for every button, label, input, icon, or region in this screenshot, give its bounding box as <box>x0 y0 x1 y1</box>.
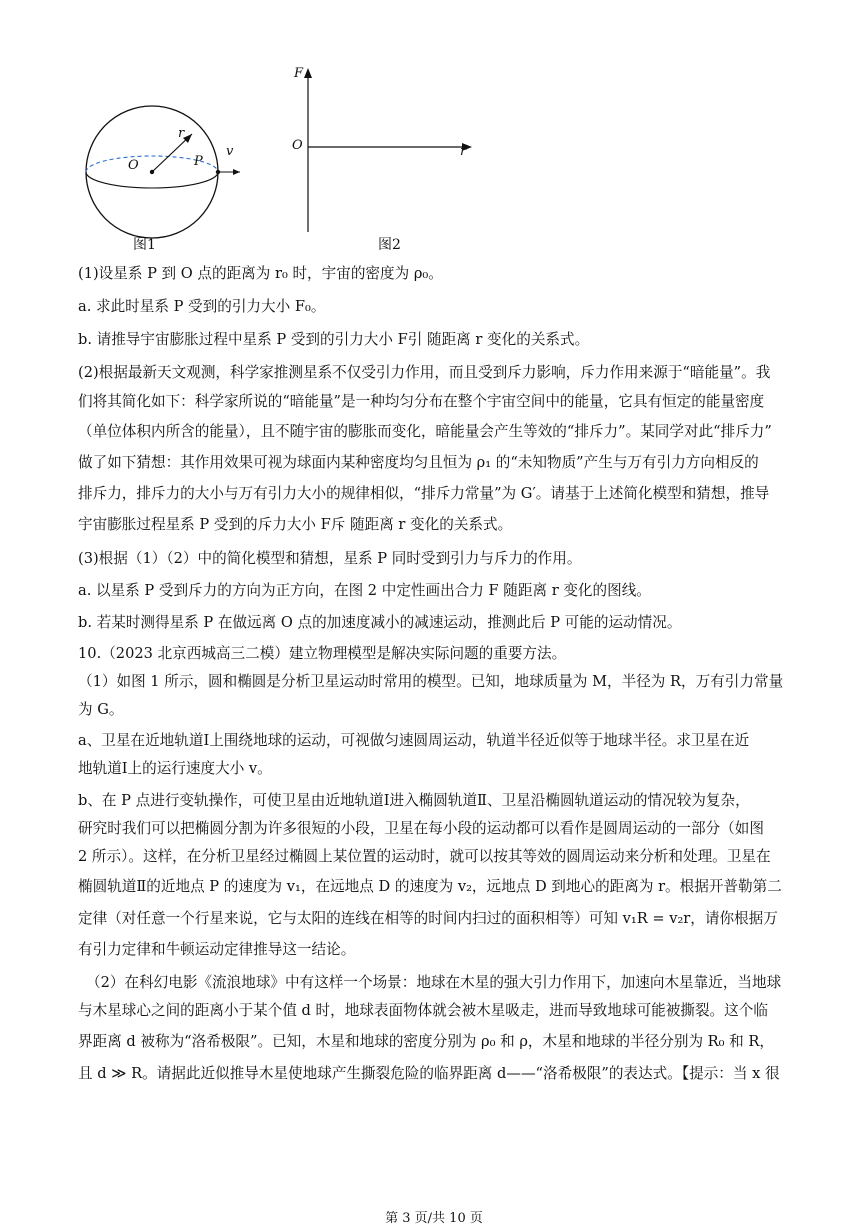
text-line: 做了如下猜想：其作用效果可视为球面内某种密度均匀且恒为 ρ₁ 的“未知物质”产生与万有引力方向相反的 <box>78 454 759 471</box>
text-line: (3)根据（1）（2）中的简化模型和猜想，星系 P 同时受到引力与斥力的作用。 <box>78 550 582 567</box>
page-footer: 第 3 页/共 10 页 <box>385 1211 483 1226</box>
text-line: (1)设星系 P 到 O 点的距离为 r₀ 时，宇宙的密度为 ρ₀。 <box>78 265 443 282</box>
text-line: 为 G。 <box>78 701 124 718</box>
text-line: 宇宙膨胀过程星系 P 受到的斥力大小 F斥 随距离 r 变化的关系式。 <box>78 516 513 533</box>
text-line: 界距离 d 被称为“洛希极限”。已知，木星和地球的密度分别为 ρ₀ 和 ρ，木星和地球的半径分别为 R₀ 和 R， <box>78 1033 774 1050</box>
fig1-label-r: r <box>178 126 185 141</box>
question-heading: 10.（2023 北京西城高三二模）建立物理模型是解决实际问题的重要方法。 <box>78 645 567 662</box>
text-line: 椭圆轨道Ⅱ的近地点 P 的速度为 v₁，在远地点 D 的速度为 v₂，远地点 D 到地心的距离为 r。根据开普勒第二 <box>78 878 782 895</box>
text-line: b. 若某时测得星系 P 在做远离 O 点的加速度减小的减速运动，推测此后 P 可能的运动情况。 <box>78 614 682 631</box>
text-line: （单位体积内所含的能量），且不随宇宙的膨胀而变化，暗能量会产生等效的“排斥力”。某同学对此“排斥力” <box>78 423 772 440</box>
text-line: a. 以星系 P 受到斥力的方向为正方向，在图 2 中定性画出合力 F 随距离 r 变化的图线。 <box>78 582 651 599</box>
text-line: 定律（对任意一个行星来说，它与太阳的连线在相等的时间内扫过的面积相等）可知 v₁R = v₂r，请你根据万 <box>78 910 778 927</box>
text-line: 2 所示）。这样，在分析卫星经过椭圆上某位置的运动时，就可以按其等效的圆周运动来分析和处理。卫星在 <box>78 848 771 865</box>
text-line: （2）在科幻电影《流浪地球》中有这样一个场景：地球在木星的强大引力作用下，加速向木星靠近，当地球 <box>86 974 782 991</box>
text-line: b. 请推导宇宙膨胀过程中星系 P 受到的引力大小 F引 随距离 r 变化的关系式。 <box>78 331 590 348</box>
text-line: (2)根据最新天文观测，科学家推测星系不仅受引力作用，而且受到斥力影响，斥力作用来源于“暗能量”。我 <box>78 364 771 381</box>
fig1-label-p: P <box>194 154 203 169</box>
text-line: a、卫星在近地轨道Ⅰ上围绕地球的运动，可视做匀速圆周运动，轨道半径近似等于地球半径。求卫星在近 <box>78 732 750 749</box>
text-line: 地轨道Ⅰ上的运行速度大小 v。 <box>78 760 272 777</box>
text-line: a. 求此时星系 P 受到的引力大小 F₀。 <box>78 298 326 315</box>
text-line: b、在 P 点进行变轨操作，可使卫星由近地轨道Ⅰ进入椭圆轨道Ⅱ、卫星沿椭圆轨道运动的情况较为复杂， <box>78 792 750 809</box>
figure-1-sphere <box>78 94 248 264</box>
fig1-label-v: v <box>226 144 234 159</box>
fig2-label-r: r <box>460 144 467 159</box>
text-line: 与木星球心之间的距离小于某个值 d 时，地球表面物体就会被木星吸走，进而导致地球可能被撕裂。这个临 <box>78 1002 768 1019</box>
text-line: 研究时我们可以把椭圆分割为许多很短的小段，卫星在每小段的运动都可以看作是圆周运动的一部分（如图 <box>78 820 764 837</box>
figure-1-caption: 图1 <box>133 237 156 253</box>
figure-2-caption: 图2 <box>378 237 401 253</box>
fig1-label-o: O <box>128 158 139 173</box>
text-line: 们将其简化如下：科学家所说的“暗能量”是一种均匀分布在整个宇宙空间中的能量，它具有恒定的能量密度 <box>78 393 765 410</box>
text-line: （1）如图 1 所示，圆和椭圆是分析卫星运动时常用的模型。已知，地球质量为 M，半径为 R，万有引力常量 <box>78 673 784 690</box>
fig2-label-o: O <box>292 138 303 153</box>
text-line: 且 d ≫ R。请据此近似推导木星使地球产生撕裂危险的临界距离 d——“洛希极限”的表达式。【提示：当 x 很 <box>78 1065 780 1082</box>
text-line: 有引力定律和牛顿运动定律推导这一结论。 <box>78 941 356 958</box>
text-line: 排斥力，排斥力的大小与万有引力大小的规律相似，“排斥力常量”为 G′。请基于上述简化模型和猜想，推导 <box>78 485 770 502</box>
figures-area <box>70 60 510 260</box>
fig2-label-f: F <box>294 66 304 81</box>
